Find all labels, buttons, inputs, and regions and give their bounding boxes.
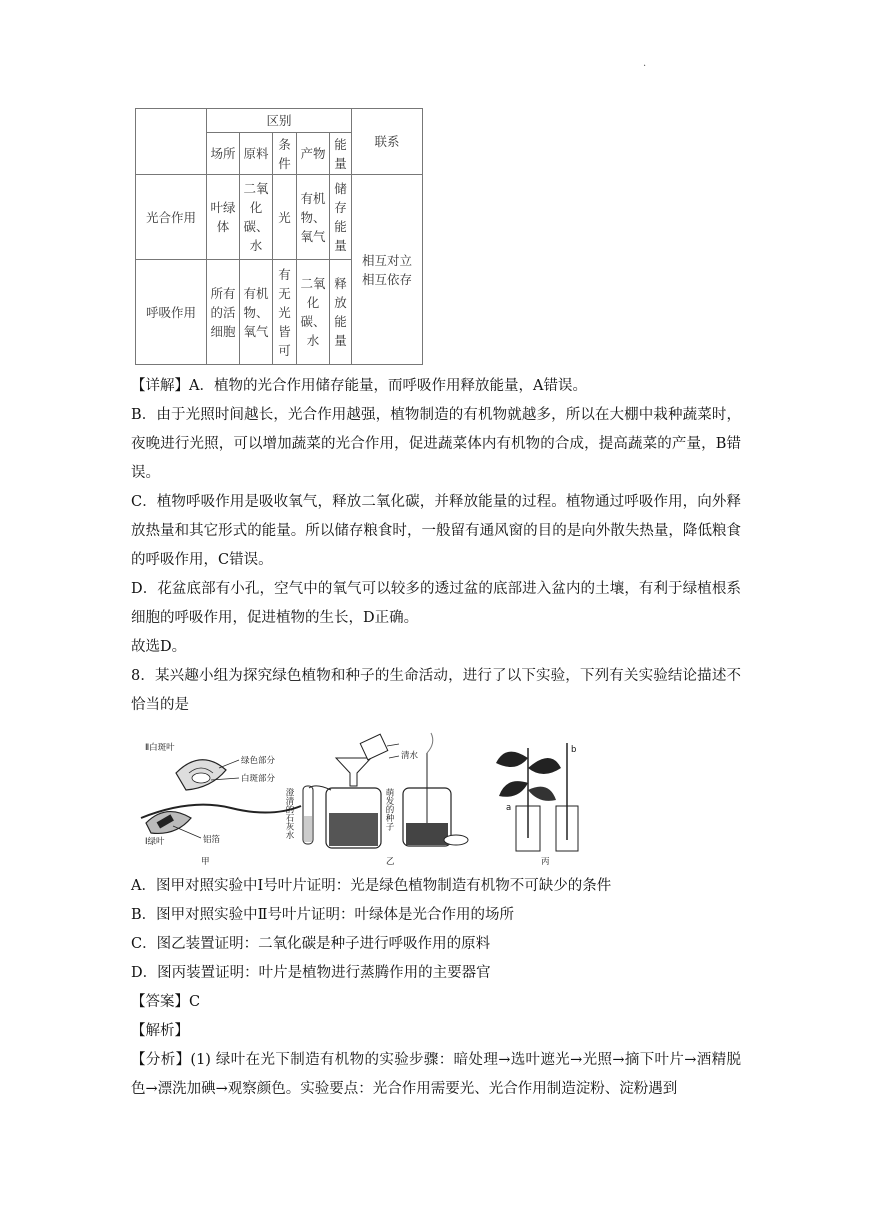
column-header-condition: 条 件: [273, 133, 297, 175]
table-group-header: 区别: [207, 109, 352, 133]
row-name-respiration: 呼吸作用: [136, 260, 207, 365]
option-c: C．图乙装置证明：二氧化碳是种子进行呼吸作用的原料: [131, 936, 491, 952]
column-header-product: 产物: [297, 133, 330, 175]
option-a: A．图甲对照实验中Ⅰ号叶片证明：光是绿色植物制造有机物不可缺少的条件: [131, 878, 612, 894]
figure-bing: [496, 743, 578, 867]
label-jia: 甲: [201, 857, 210, 867]
label-bing: 丙: [541, 857, 550, 867]
label-seeds: 萌发的种子: [384, 788, 394, 831]
column-header-material: 原料: [240, 133, 273, 175]
cell-place: 所有 的活 细胞: [207, 260, 240, 365]
column-header-place: 场所: [207, 133, 240, 175]
label-green-part: 绿色部分: [241, 756, 276, 766]
option-d: D．图丙装置证明：叶片是植物进行蒸腾作用的主要器官: [131, 965, 491, 981]
figure-yi: [284, 733, 468, 867]
label-yi: 乙: [386, 857, 395, 867]
cell-condition: 有 无 光 皆 可: [273, 260, 297, 365]
label-green-leaf: Ⅰ绿叶: [145, 837, 165, 847]
cell-material: 有机 物、 氧气: [240, 260, 273, 365]
label-white-leaf: Ⅱ白斑叶: [145, 743, 175, 753]
label-white-part: 白斑部分: [241, 774, 276, 784]
detail-conclusion: 故选D。: [131, 639, 187, 655]
cell-place: 叶绿 体: [207, 175, 240, 260]
page-mark: .: [643, 58, 647, 69]
cell-material: 二氧 化 碳、 水: [240, 175, 273, 260]
column-header-energy: 能 量: [330, 133, 352, 175]
option-b: B．图甲对照实验中Ⅱ号叶片证明：叶绿体是光合作用的场所: [131, 907, 515, 923]
detail-d: D．花盆底部有小孔，空气中的氧气可以较多的透过盆的底部进入盆内的土壤，有利于绿植根系细胞的呼吸作用，促进植物的生长，D正确。: [131, 581, 741, 626]
table-corner-cell: [136, 109, 207, 175]
row-name-photosynthesis: 光合作用: [136, 175, 207, 260]
label-foil: 铝箔: [203, 835, 221, 845]
cell-link: 相互对立 相互依存: [352, 175, 423, 365]
experiment-figure: [131, 728, 591, 868]
comparison-table: [135, 108, 423, 365]
experiment-figure-svg: [131, 728, 591, 868]
detail-a: 【详解】A．植物的光合作用储存能量，而呼吸作用释放能量，A错误。: [131, 378, 587, 394]
analysis-text: 【分析】(1) 绿叶在光下制造有机物的实验步骤：暗处理→选叶遮光→光照→摘下叶片→酒精脱色→漂洗加碘→观察颜色。实验要点：光合作用需要光、光合作用制造淀粉、淀粉遇到: [131, 1052, 741, 1097]
cell-energy: 释 放 能 量: [330, 260, 352, 365]
label-clear-water: 清水: [401, 751, 419, 761]
question-stem: 8．某兴趣小组为探究绿色植物和种子的生命活动，进行了以下实验，下列有关实验结论描述不恰当的是: [131, 668, 741, 713]
figure-jia: [141, 742, 301, 867]
cell-condition: 光: [273, 175, 297, 260]
detail-b: B．由于光照时间越长，光合作用越强，植物制造的有机物就越多，所以在大棚中栽种蔬菜时，夜晚进行光照，可以增加蔬菜的光合作用，促进蔬菜体内有机物的合成，提高蔬菜的产量，B错误。: [131, 407, 741, 481]
cell-product: 二氧 化 碳、 水: [297, 260, 330, 365]
detail-c: C．植物呼吸作用是吸收氧气，释放二氧化碳，并释放能量的过程。植物通过呼吸作用，向外释放热量和其它形式的能量。所以储存粮食时，一般留有通风窗的目的是向外散失热量，降低粮食的呼吸作用，C错误。: [131, 494, 741, 568]
label-b: b: [571, 745, 577, 755]
cell-energy: 储 存 能 量: [330, 175, 352, 260]
table-link-header: 联系: [352, 109, 423, 175]
cell-product: 有机 物、 氧气: [297, 175, 330, 260]
label-a: a: [506, 803, 512, 813]
analysis-title: 【解析】: [131, 1023, 189, 1039]
answer: 【答案】C: [131, 994, 201, 1010]
label-limewater: 澄清的石灰水: [284, 788, 294, 839]
